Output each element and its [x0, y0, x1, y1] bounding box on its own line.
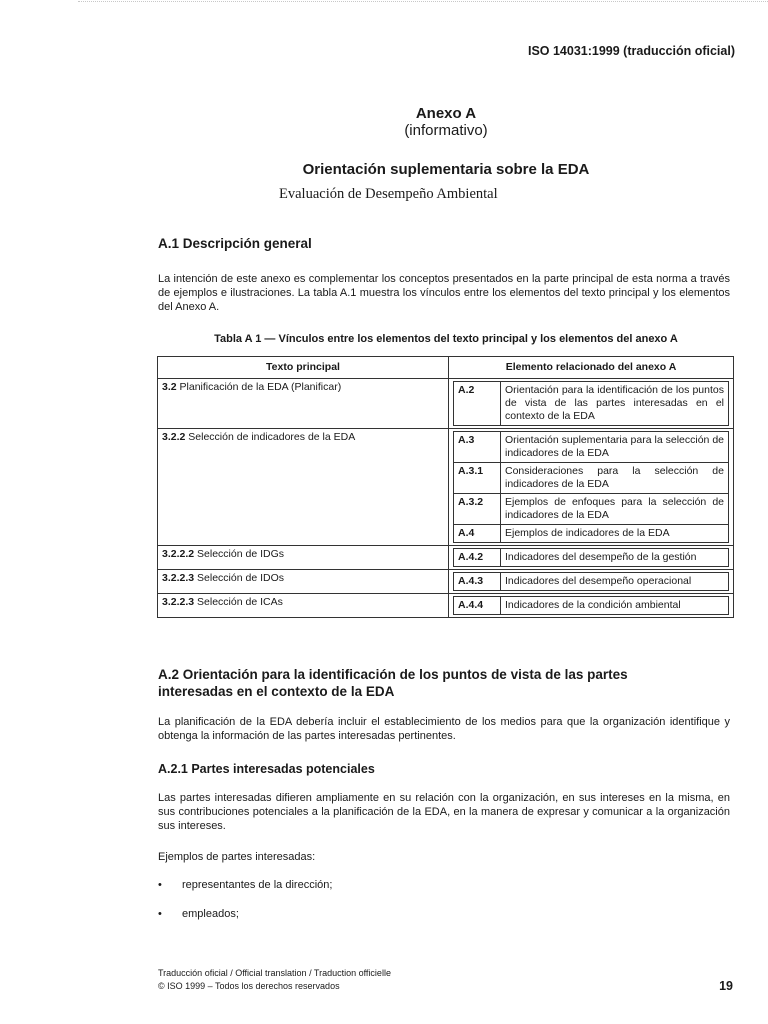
main-cell — [158, 379, 449, 429]
related-code: A.4.4 — [454, 597, 501, 615]
list-item-text: representantes de la dirección; — [182, 879, 333, 891]
related-cell — [449, 594, 734, 618]
main-code: 3.2.2.2 — [162, 548, 195, 560]
related-code: A.4.2 — [454, 549, 501, 567]
annex-serif-line: Evaluación de Desempeño Ambiental — [279, 186, 498, 202]
main-cell — [158, 594, 449, 618]
footer-translation: Traducción oficial / Official translation / Traduction officielle — [158, 968, 391, 978]
links-table — [157, 356, 734, 618]
related-cell — [449, 570, 734, 594]
related-cell — [449, 546, 734, 570]
bullet-marker: • — [158, 908, 162, 920]
main-code: 3.2.2.3 — [162, 596, 195, 608]
related-code: A.4 — [454, 525, 501, 543]
main-text: Planificación de la EDA (Planificar) — [179, 381, 342, 393]
related-text: Indicadores de la condición ambiental — [501, 597, 729, 615]
table-row — [158, 570, 734, 594]
related-cell — [449, 429, 734, 546]
main-code: 3.2.2 — [162, 431, 186, 443]
related-text: Orientación suplementaria para la selección de indicadores de la EDA — [501, 432, 729, 463]
related-text: Indicadores del desempeño de la gestión — [501, 549, 729, 567]
table-caption: Tabla A 1 — Vínculos entre los elementos del texto principal y los elementos del anexo A — [214, 333, 678, 345]
section-a1-heading: A.1 Descripción general — [158, 236, 312, 251]
main-text: Selección de IDOs — [197, 572, 285, 584]
annex-title: Anexo A — [415, 105, 477, 122]
main-text: Selección de ICAs — [197, 596, 283, 608]
document-code: ISO 14031:1999 (traducción oficial) — [527, 44, 735, 58]
related-code: A.2 — [454, 382, 501, 426]
related-code: A.3 — [454, 432, 501, 463]
main-code: 3.2 — [162, 381, 177, 393]
table-header-row — [158, 357, 734, 379]
bullet-marker: • — [158, 879, 162, 891]
related-text: Orientación para la identificación de los puntos de vista de las partes interesadas en el contexto de la EDA — [501, 382, 729, 426]
section-a1-paragraph: La intención de este anexo es complementar los conceptos presentados en la parte principal de esta norma a través de ejemplos e ilustraciones. La tabla A.1 muestra los vínculos entre los elementos del texto principal y los elementos del Anexo A. — [158, 273, 730, 313]
related-text: Consideraciones para la selección de indicadores de la EDA — [501, 463, 729, 494]
examples-intro: Ejemplos de partes interesadas: — [158, 851, 316, 863]
main-text: Selección de indicadores de la EDA — [188, 431, 356, 443]
related-text: Ejemplos de enfoques para la selección de indicadores de la EDA — [501, 494, 729, 525]
annex-subtitle: (informativo) — [404, 122, 488, 139]
footer-copyright: © ISO 1999 – Todos los derechos reservados — [158, 981, 340, 991]
related-code: A.3.1 — [454, 463, 501, 494]
table-row — [158, 429, 734, 546]
section-a2-heading-line1: A.2 Orientación para la identificación de los puntos de vista de las partes — [158, 667, 628, 682]
related-cell — [449, 379, 734, 429]
section-a21-paragraph: Las partes interesadas difieren ampliamente en su relación con la organización, en sus intereses en la misma, en sus contribuciones potenciales a la planificación de la EDA, en la manera de expresar y comunicar a la organización sus intereses. — [158, 792, 730, 832]
table-row — [158, 594, 734, 618]
main-cell — [158, 429, 449, 546]
related-code: A.3.2 — [454, 494, 501, 525]
list-item — [158, 879, 332, 891]
top-dotted-rule — [78, 1, 768, 2]
column-header-related: Elemento relacionado del anexo A — [449, 357, 734, 379]
related-code: A.4.3 — [454, 573, 501, 591]
list-item — [158, 908, 239, 920]
table-row — [158, 546, 734, 570]
section-a2-paragraph: La planificación de la EDA debería incluir el establecimiento de los medios para que la organización identifique y obtenga la información de las partes interesadas pertinentes. — [158, 716, 730, 742]
page-number: 19 — [719, 979, 733, 993]
section-a2-heading-line2: interesadas en el contexto de la EDA — [158, 684, 395, 699]
main-code: 3.2.2.3 — [162, 572, 195, 584]
main-text: Selección de IDGs — [197, 548, 285, 560]
table-row — [158, 379, 734, 429]
annex-heading: Orientación suplementaria sobre la EDA — [302, 161, 590, 178]
section-a21-heading: A.2.1 Partes interesadas potenciales — [158, 762, 375, 776]
list-item-text: empleados; — [182, 908, 239, 920]
related-text: Indicadores del desempeño operacional — [501, 573, 729, 591]
main-cell — [158, 570, 449, 594]
related-text: Ejemplos de indicadores de la EDA — [501, 525, 729, 543]
main-cell — [158, 546, 449, 570]
column-header-main: Texto principal — [158, 357, 449, 379]
